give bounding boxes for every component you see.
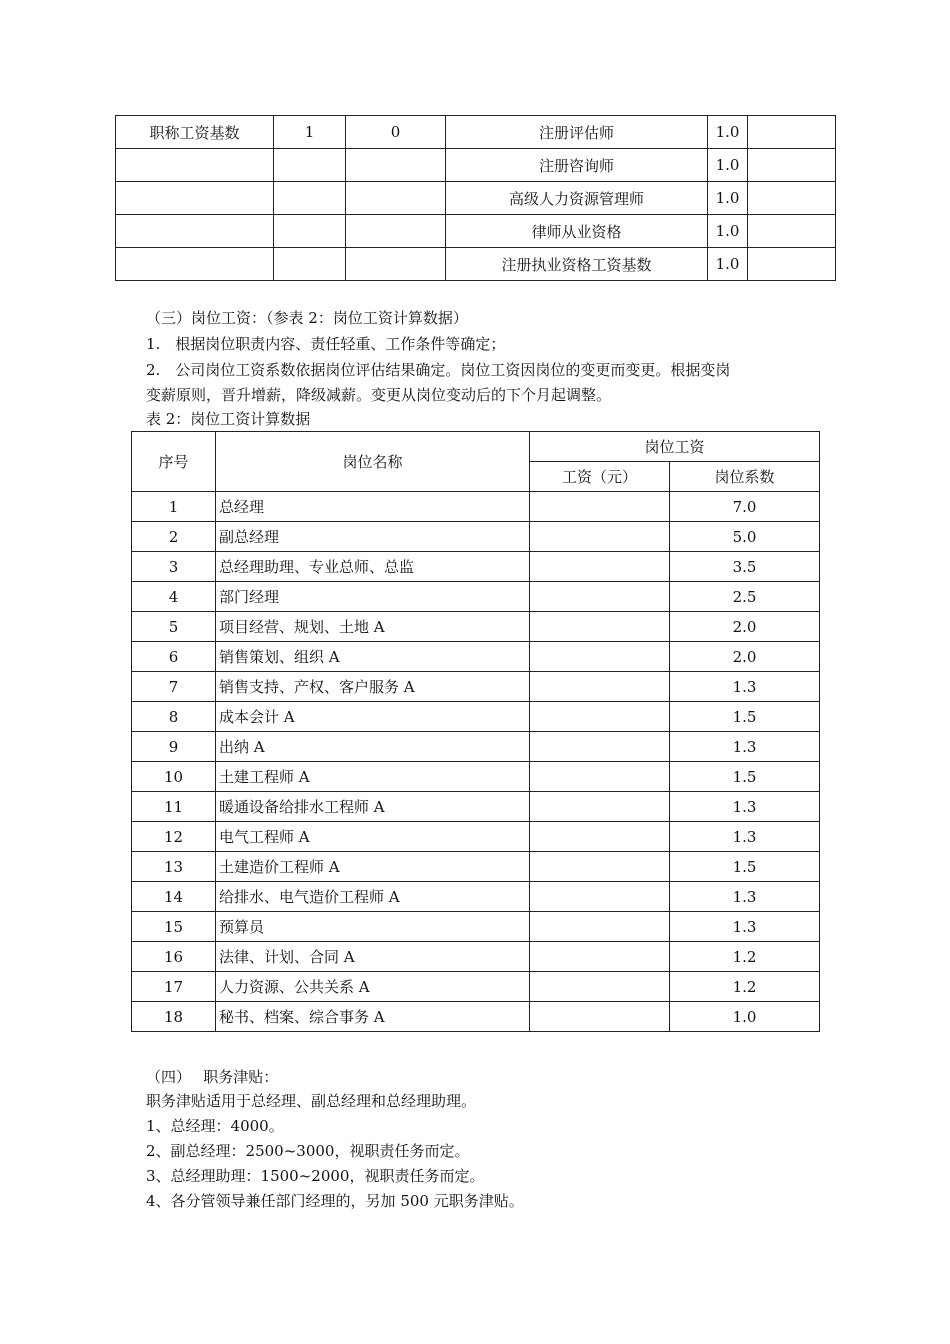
cell-coef: 1.3 [670,882,820,912]
cell-coef: 1.3 [670,672,820,702]
table-cell [748,182,836,215]
cell-no: 9 [132,732,216,762]
cell-no: 12 [132,822,216,852]
cell-no: 6 [132,642,216,672]
table-cell: 高级人力资源管理师 [446,182,708,215]
table-row [116,215,836,248]
header-coef: 岗位系数 [670,462,820,492]
table2-caption: 表 2：岗位工资计算数据 [146,410,311,428]
table-cell [748,116,836,149]
header-name: 岗位名称 [216,432,530,492]
cell-name: 副总经理 [216,522,530,552]
cell-no: 8 [132,702,216,732]
cell-wage [530,762,670,792]
table-row [132,792,820,822]
table-row [132,912,820,942]
table-cell: 0 [346,116,446,149]
table-row [132,1002,820,1032]
cell-wage [530,942,670,972]
cell-coef: 1.3 [670,822,820,852]
table-cell [748,149,836,182]
section3-item1: 1. 根据岗位职责内容、责任轻重、工作条件等确定； [146,335,506,353]
table-row [132,642,820,672]
table-row [132,672,820,702]
cell-no: 18 [132,1002,216,1032]
header-group: 岗位工资 [530,432,820,462]
table-cell: 1.0 [708,182,748,215]
cell-wage [530,732,670,762]
table-cell: 1.0 [708,248,748,281]
cell-wage [530,492,670,522]
table-cell: 1.0 [708,116,748,149]
cell-wage [530,792,670,822]
cell-name: 销售策划、组织 A [216,642,530,672]
section4-heading: （四） 职务津贴： [146,1068,279,1086]
cell-coef: 1.2 [670,942,820,972]
table-cell: 1 [274,116,346,149]
cell-coef: 2.0 [670,642,820,672]
table-row [132,492,820,522]
table-cell: 职称工资基数 [116,116,274,149]
cell-no: 11 [132,792,216,822]
certification-table-body [116,116,836,281]
cell-name: 预算员 [216,912,530,942]
cell-name: 销售支持、产权、客户服务 A [216,672,530,702]
table-row [132,822,820,852]
cell-coef: 1.2 [670,972,820,1002]
cell-wage [530,852,670,882]
table-cell [116,215,274,248]
section4-intro: 职务津贴适用于总经理、副总经理和总经理助理。 [146,1092,477,1110]
cell-wage [530,642,670,672]
table-cell [346,248,446,281]
cell-name: 部门经理 [216,582,530,612]
cell-coef: 1.0 [670,1002,820,1032]
table-cell [274,215,346,248]
cell-no: 3 [132,552,216,582]
cell-coef: 1.3 [670,792,820,822]
cell-coef: 5.0 [670,522,820,552]
cell-name: 总经理 [216,492,530,522]
table-cell [346,149,446,182]
table-cell [274,149,346,182]
section3-item2-line1: 2. 公司岗位工资系数依据岗位评估结果确定。岗位工资因岗位的变更而变更。根据变岗 [146,361,731,379]
table-row [132,882,820,912]
cell-no: 15 [132,912,216,942]
position-wage-table [131,431,820,1032]
cell-coef: 1.3 [670,732,820,762]
section4-item4: 4、各分管领导兼任部门经理的，另加 500 元职务津贴。 [146,1192,524,1210]
cell-wage [530,552,670,582]
cell-coef: 1.5 [670,852,820,882]
cell-name: 土建造价工程师 A [216,852,530,882]
cell-no: 5 [132,612,216,642]
cell-coef: 2.5 [670,582,820,612]
table-cell [274,248,346,281]
header-wage: 工资（元） [530,462,670,492]
cell-name: 成本会计 A [216,702,530,732]
table-row [116,116,836,149]
table-row [132,702,820,732]
cell-no: 4 [132,582,216,612]
table-row [132,762,820,792]
section3-heading: （三）岗位工资：（参表 2：岗位工资计算数据） [146,309,468,327]
table-row [132,612,820,642]
position-wage-table-header [132,432,820,492]
cell-wage [530,912,670,942]
position-wage-table-body [132,492,820,1032]
cell-no: 14 [132,882,216,912]
cell-name: 项目经营、规划、土地 A [216,612,530,642]
table-cell [346,215,446,248]
table-cell [116,248,274,281]
table-row [132,522,820,552]
cell-wage [530,522,670,552]
cell-name: 法律、计划、合同 A [216,942,530,972]
table-row [116,248,836,281]
table-cell [748,215,836,248]
cell-name: 电气工程师 A [216,822,530,852]
certification-table [115,115,836,281]
table-cell [748,248,836,281]
cell-coef: 1.3 [670,912,820,942]
table-row [132,552,820,582]
cell-wage [530,972,670,1002]
table-cell: 注册咨询师 [446,149,708,182]
cell-name: 暖通设备给排水工程师 A [216,792,530,822]
cell-coef: 1.5 [670,762,820,792]
table-cell [346,182,446,215]
cell-wage [530,822,670,852]
table-cell [116,182,274,215]
cell-no: 7 [132,672,216,702]
table-cell: 注册执业资格工资基数 [446,248,708,281]
table-cell: 注册评估师 [446,116,708,149]
cell-no: 2 [132,522,216,552]
table-row [132,972,820,1002]
cell-wage [530,612,670,642]
cell-wage [530,672,670,702]
cell-no: 17 [132,972,216,1002]
section4-item3: 3、总经理助理：1500~2000，视职责任务而定。 [146,1167,485,1185]
cell-name: 总经理助理、专业总师、总监 [216,552,530,582]
cell-coef: 3.5 [670,552,820,582]
cell-name: 土建工程师 A [216,762,530,792]
table-row [132,942,820,972]
cell-wage [530,582,670,612]
cell-wage [530,882,670,912]
cell-no: 13 [132,852,216,882]
cell-name: 给排水、电气造价工程师 A [216,882,530,912]
cell-wage [530,702,670,732]
cell-coef: 1.5 [670,702,820,732]
table-row [132,732,820,762]
cell-name: 出纳 A [216,732,530,762]
cell-name: 人力资源、公共关系 A [216,972,530,1002]
cell-coef: 2.0 [670,612,820,642]
section3-item2-line2: 变薪原则，晋升增薪，降级减薪。变更从岗位变动后的下个月起调整。 [146,386,612,404]
table-row [116,182,836,215]
cell-no: 1 [132,492,216,522]
table-cell: 1.0 [708,215,748,248]
cell-coef: 7.0 [670,492,820,522]
table-cell: 律师从业资格 [446,215,708,248]
cell-no: 10 [132,762,216,792]
table-cell [116,149,274,182]
table-row [132,852,820,882]
header-no: 序号 [132,432,216,492]
cell-name: 秘书、档案、综合事务 A [216,1002,530,1032]
table-cell: 1.0 [708,149,748,182]
section4-item2: 2、副总经理：2500~3000，视职责任务而定。 [146,1142,470,1160]
cell-wage [530,1002,670,1032]
table-row [132,582,820,612]
cell-no: 16 [132,942,216,972]
table-row [116,149,836,182]
table-cell [274,182,346,215]
section4-item1: 1、总经理：4000。 [146,1117,284,1135]
